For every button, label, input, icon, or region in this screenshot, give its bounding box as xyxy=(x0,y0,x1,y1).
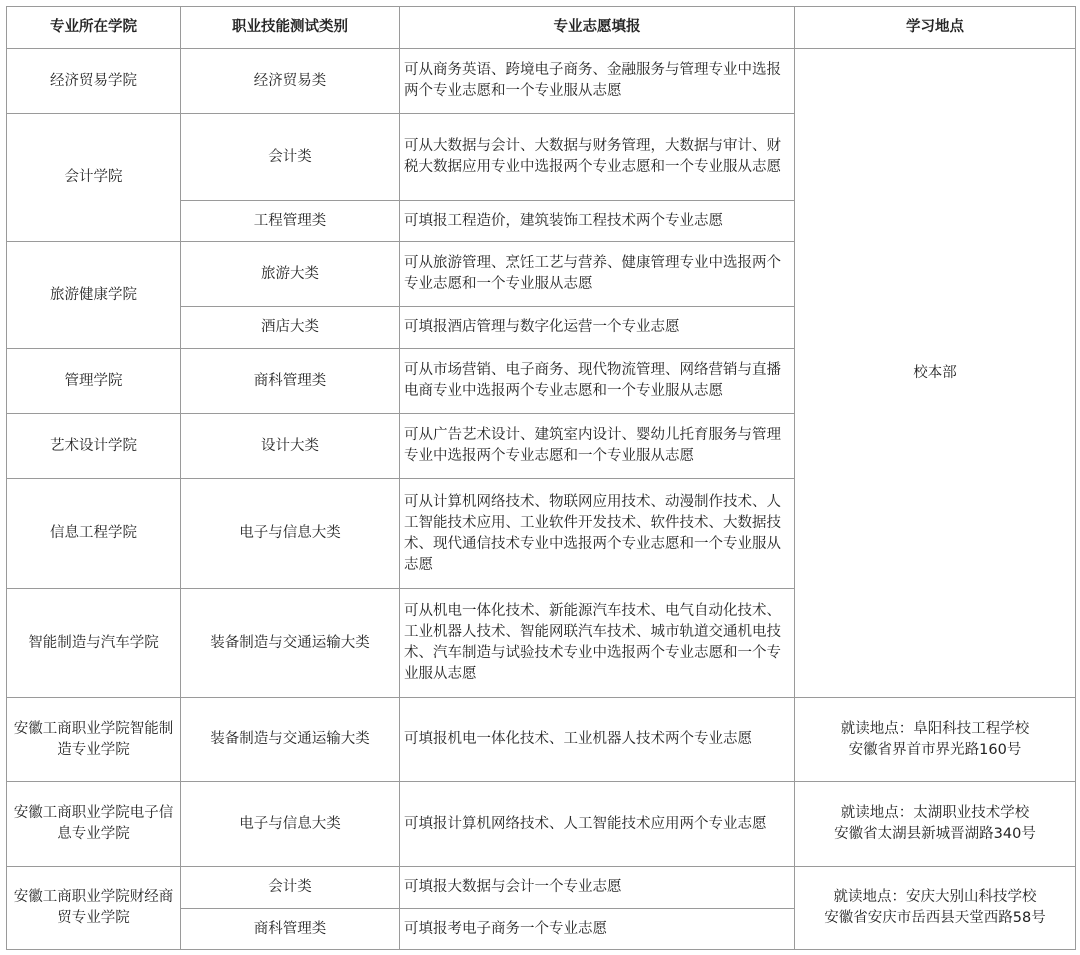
college-cell: 旅游健康学院 xyxy=(7,242,181,349)
location-address: 安徽省界首市界光路160号 xyxy=(848,741,1022,758)
choice-cell: 可从广告艺术设计、建筑室内设计、婴幼儿托育服务与管理专业中选报两个专业志愿和一个专业服从志愿 xyxy=(400,414,795,479)
choice-cell: 可填报工程造价，建筑装饰工程技术两个专业志愿 xyxy=(400,201,795,242)
choice-cell: 可填报机电一体化技术、工业机器人技术两个专业志愿 xyxy=(400,698,795,782)
location-name: 就读地点：安庆大别山科技学校 xyxy=(833,889,1037,905)
choice-cell: 可从大数据与会计、大数据与财务管理，大数据与审计、财税大数据应用专业中选报两个专业志愿和一个专业服从志愿 xyxy=(400,114,795,201)
category-cell: 会计类 xyxy=(181,114,400,201)
college-cell: 智能制造与汽车学院 xyxy=(7,589,181,698)
location-cell xyxy=(795,782,1076,867)
header-row xyxy=(7,7,1076,49)
choice-cell: 可填报考电子商务一个专业志愿 xyxy=(400,909,795,950)
category-cell: 装备制造与交通运输大类 xyxy=(181,698,400,782)
college-cell: 管理学院 xyxy=(7,349,181,414)
category-cell: 商科管理类 xyxy=(181,349,400,414)
enrollment-table xyxy=(6,6,1076,950)
category-cell: 工程管理类 xyxy=(181,201,400,242)
choice-cell: 可从市场营销、电子商务、现代物流管理、网络营销与直播电商专业中选报两个专业志愿和一个专业服从志愿 xyxy=(400,349,795,414)
header-location: 学习地点 xyxy=(795,7,1076,49)
category-cell: 装备制造与交通运输大类 xyxy=(181,589,400,698)
location-address: 安徽省安庆市岳西县天堂西路58号 xyxy=(824,910,1046,926)
college-cell: 安徽工商职业学院财经商贸专业学院 xyxy=(7,867,181,950)
table-row xyxy=(7,867,1076,909)
location-name: 就读地点：太湖职业技术学校 xyxy=(840,805,1030,821)
header-category: 职业技能测试类别 xyxy=(181,7,400,49)
category-cell: 会计类 xyxy=(181,867,400,909)
college-cell: 会计学院 xyxy=(7,114,181,242)
choice-cell: 可填报大数据与会计一个专业志愿 xyxy=(400,867,795,909)
location-cell: 校本部 xyxy=(795,49,1076,698)
location-cell xyxy=(795,867,1076,950)
location-name: 就读地点：阜阳科技工程学校 xyxy=(840,720,1030,737)
choice-cell: 可填报计算机网络技术、人工智能技术应用两个专业志愿 xyxy=(400,782,795,867)
choice-cell: 可从旅游管理、烹饪工艺与营养、健康管理专业中选报两个专业志愿和一个专业服从志愿 xyxy=(400,242,795,307)
table-row xyxy=(7,49,1076,114)
category-cell: 商科管理类 xyxy=(181,909,400,950)
location-cell xyxy=(795,698,1076,782)
category-cell: 旅游大类 xyxy=(181,242,400,307)
college-cell: 信息工程学院 xyxy=(7,479,181,589)
category-cell: 经济贸易类 xyxy=(181,49,400,114)
table-row xyxy=(7,698,1076,782)
college-cell: 安徽工商职业学院智能制造专业学院 xyxy=(7,698,181,782)
choice-cell: 可填报酒店管理与数字化运营一个专业志愿 xyxy=(400,307,795,349)
category-cell: 酒店大类 xyxy=(181,307,400,349)
table-row xyxy=(7,782,1076,867)
college-cell: 艺术设计学院 xyxy=(7,414,181,479)
choice-cell: 可从商务英语、跨境电子商务、金融服务与管理专业中选报两个专业志愿和一个专业服从志愿 xyxy=(400,49,795,114)
location-address: 安徽省太湖县新城晋湖路340号 xyxy=(834,826,1036,842)
header-college: 专业所在学院 xyxy=(7,7,181,49)
choice-cell: 可从计算机网络技术、物联网应用技术、动漫制作技术、人工智能技术应用、工业软件开发技术、软件技术、大数据技术、现代通信技术专业中选报两个专业志愿和一个专业服从志愿 xyxy=(400,479,795,589)
college-cell: 安徽工商职业学院电子信息专业学院 xyxy=(7,782,181,867)
category-cell: 电子与信息大类 xyxy=(181,782,400,867)
category-cell: 电子与信息大类 xyxy=(181,479,400,589)
choice-cell: 可从机电一体化技术、新能源汽车技术、电气自动化技术、工业机器人技术、智能网联汽车技术、城市轨道交通机电技术、汽车制造与试验技术专业中选报两个专业志愿和一个专业服从志愿 xyxy=(400,589,795,698)
header-choice: 专业志愿填报 xyxy=(400,7,795,49)
college-cell: 经济贸易学院 xyxy=(7,49,181,114)
category-cell: 设计大类 xyxy=(181,414,400,479)
